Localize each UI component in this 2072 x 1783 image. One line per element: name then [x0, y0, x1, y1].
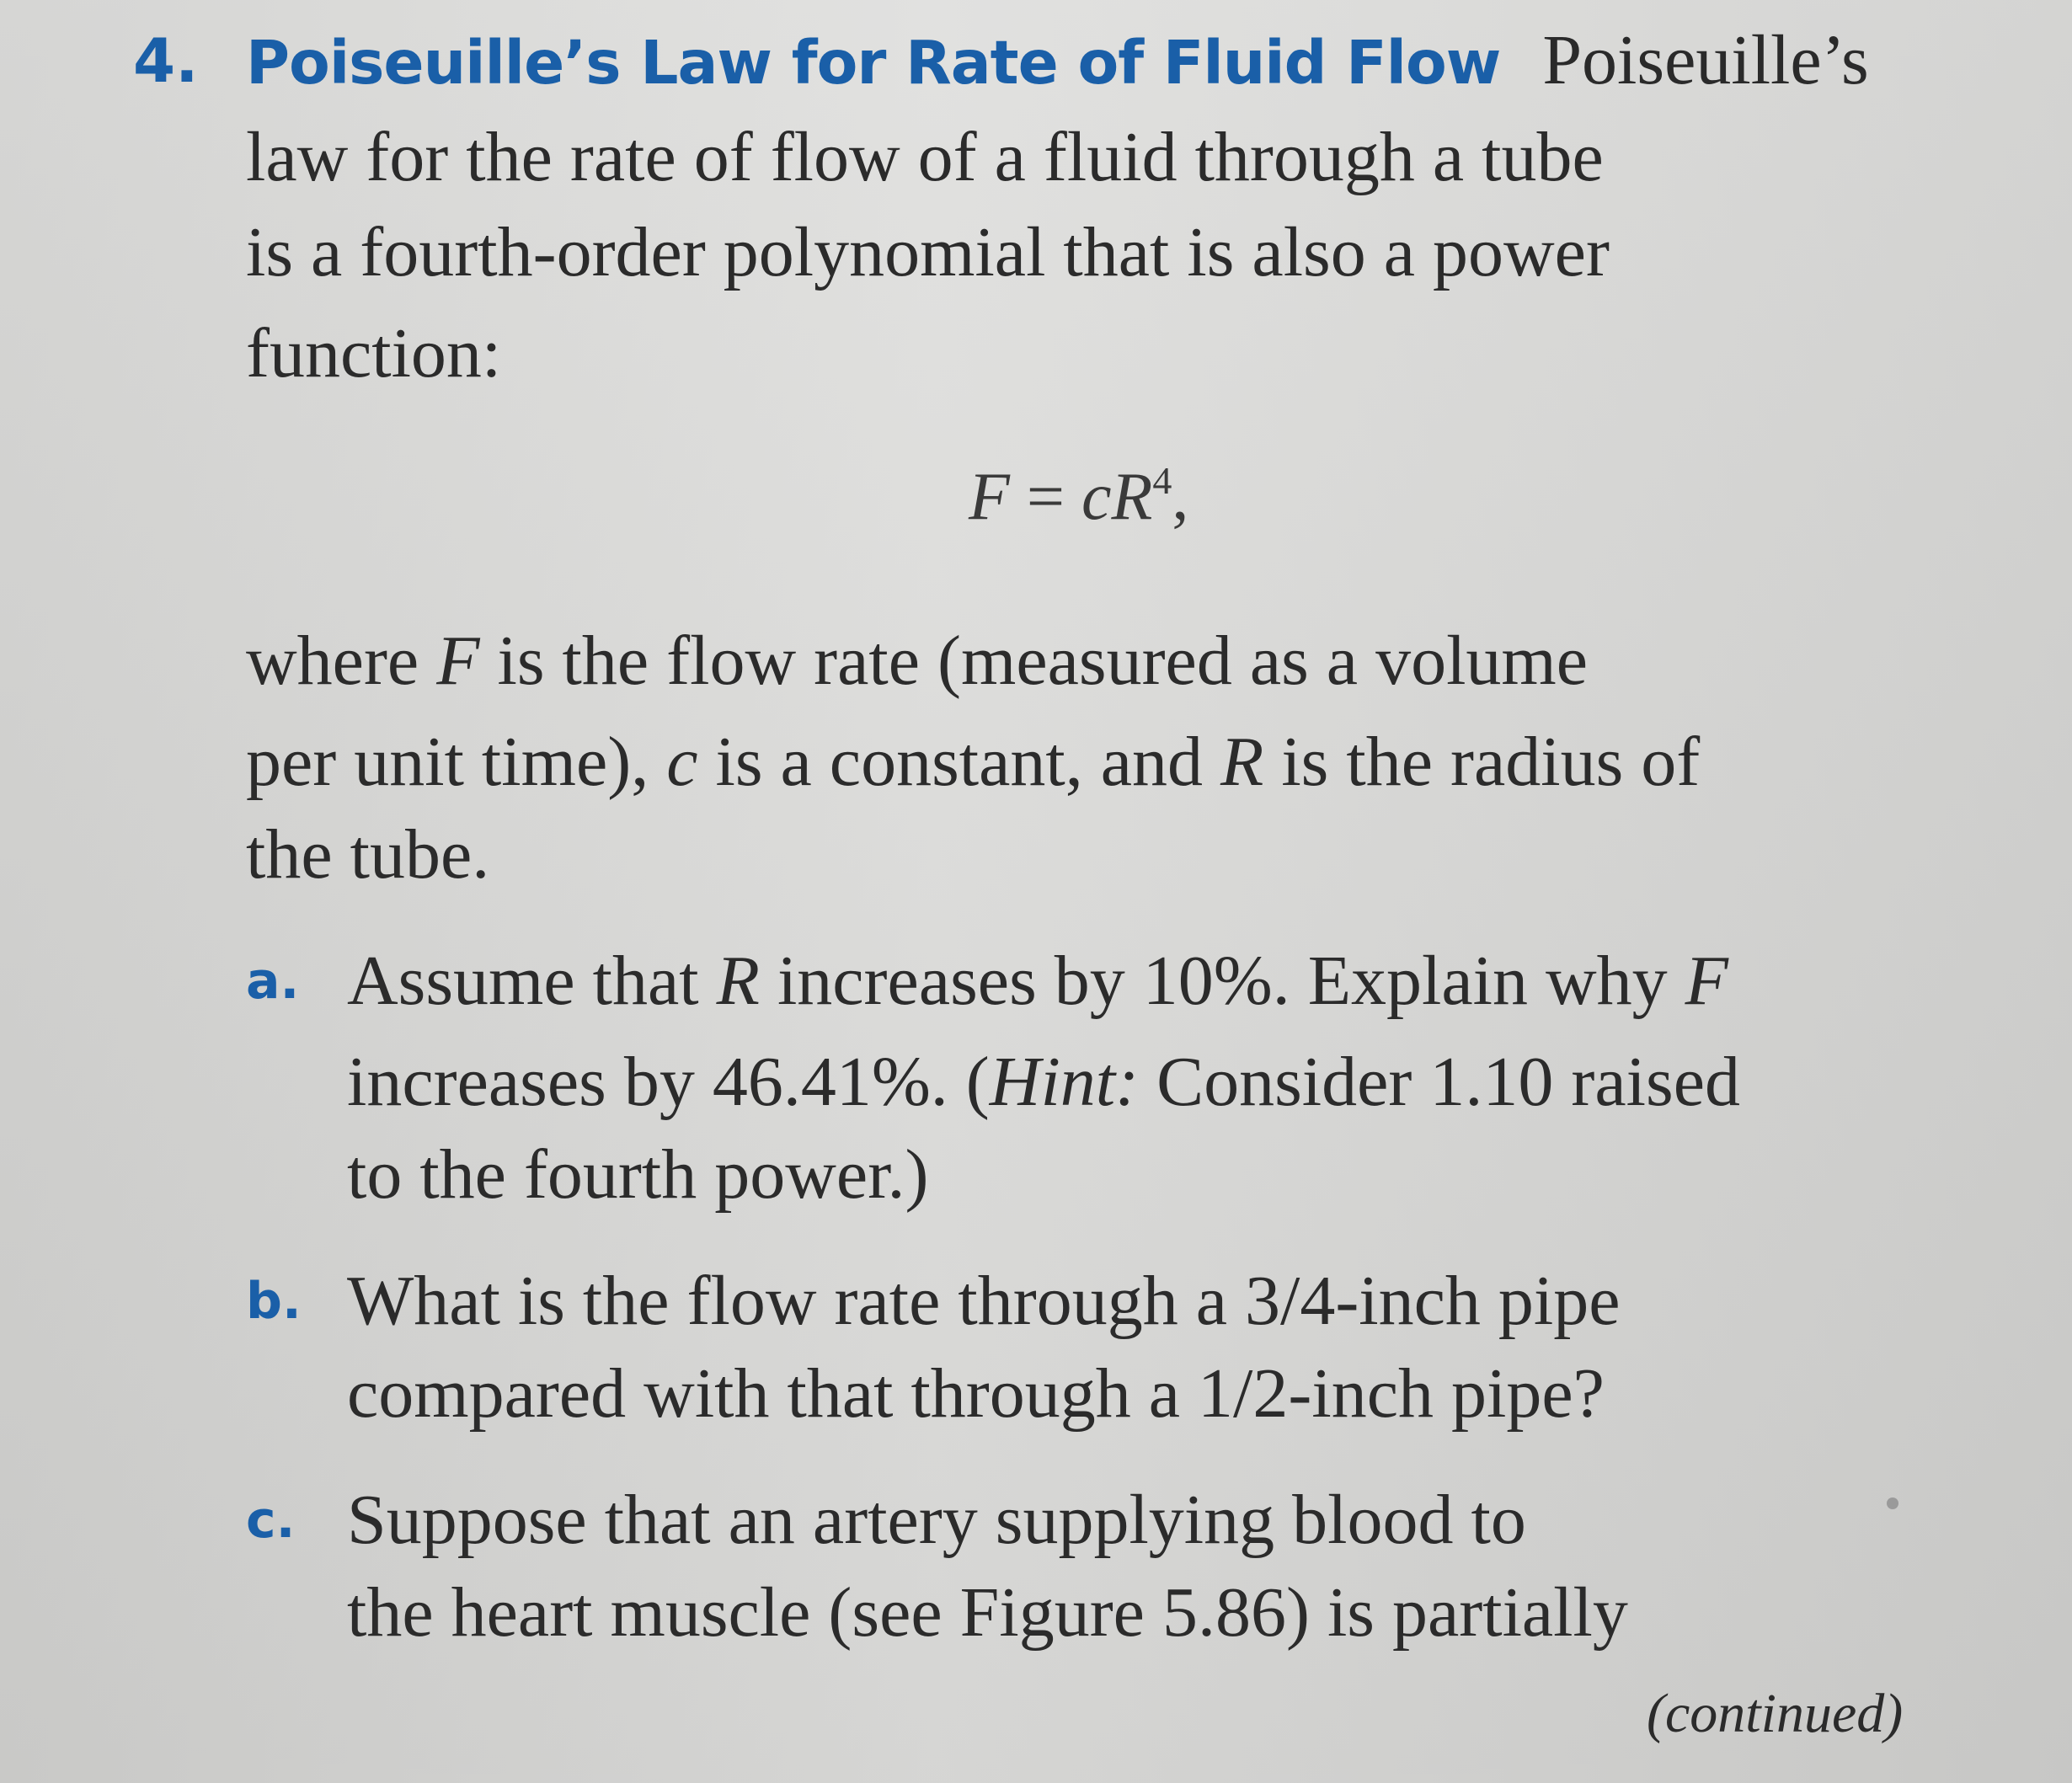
formula-trail: , — [1172, 460, 1189, 534]
where-line-2 — [246, 720, 1700, 804]
part-a-hint-label: Hint: — [989, 1043, 1140, 1121]
where-var-c: c — [666, 723, 698, 801]
part-a-line-3: to the fourth power.) — [347, 1135, 929, 1214]
part-a-text: Consider 1.10 raised — [1139, 1043, 1740, 1121]
heading-line — [246, 19, 1973, 122]
part-a-var-R: R — [716, 942, 760, 1020]
formula-var: R — [1111, 460, 1153, 534]
part-b-letter: b. — [246, 1272, 302, 1331]
where-var-F: F — [436, 622, 480, 700]
intro-line-4: function: — [246, 314, 502, 392]
part-b-line-2: compared with that through a 1/2-inch pipe? — [347, 1354, 1605, 1433]
where-text: is a constant, and — [697, 723, 1221, 801]
where-var-R: R — [1220, 723, 1264, 801]
formula-exponent: 4 — [1152, 459, 1172, 502]
part-a-text: Assume that — [347, 942, 717, 1020]
part-a-text: increases by 46.41%. ( — [347, 1043, 990, 1121]
where-line-1 — [246, 619, 1588, 703]
where-text: is the flow rate (measured as a volume — [479, 622, 1589, 700]
problem-number: 4. — [133, 25, 199, 96]
intro-line-1: Poiseuille’s — [1542, 21, 1869, 99]
part-a-line-1 — [347, 939, 1728, 1023]
problem-title: Poiseuille’s Law for Rate of Fluid Flow — [246, 28, 1501, 98]
formula-equals: = — [1009, 460, 1081, 534]
part-a-text: increases by 10%. Explain why — [759, 942, 1685, 1020]
part-c-line-2: the heart muscle (see Figure 5.86) is partially — [347, 1573, 1628, 1652]
continued-note: (continued) — [1647, 1683, 1904, 1744]
formula-lhs: F — [969, 460, 1010, 534]
part-b-line-1: What is the flow rate through a 3/4-inch pipe — [347, 1262, 1621, 1340]
part-a-var-F: F — [1685, 942, 1728, 1020]
formula-coef: c — [1081, 460, 1112, 534]
intro-line-2: law for the rate of flow of a fluid through a tube — [246, 118, 1604, 196]
where-text: per unit time), — [246, 723, 667, 801]
formula — [969, 455, 1188, 539]
part-a-line-2 — [347, 1040, 1740, 1124]
intro-line-3: is a fourth-order polynomial that is also a power — [246, 213, 1610, 291]
where-line-3: the tube. — [246, 815, 490, 894]
where-text: where — [246, 622, 437, 700]
part-c-line-1: Suppose that an artery supplying blood to — [347, 1481, 1526, 1559]
paper-speck — [1887, 1497, 1898, 1509]
where-text: is the radius of — [1263, 723, 1701, 801]
part-a-letter: a. — [246, 952, 300, 1011]
part-c-letter: c. — [246, 1491, 296, 1550]
